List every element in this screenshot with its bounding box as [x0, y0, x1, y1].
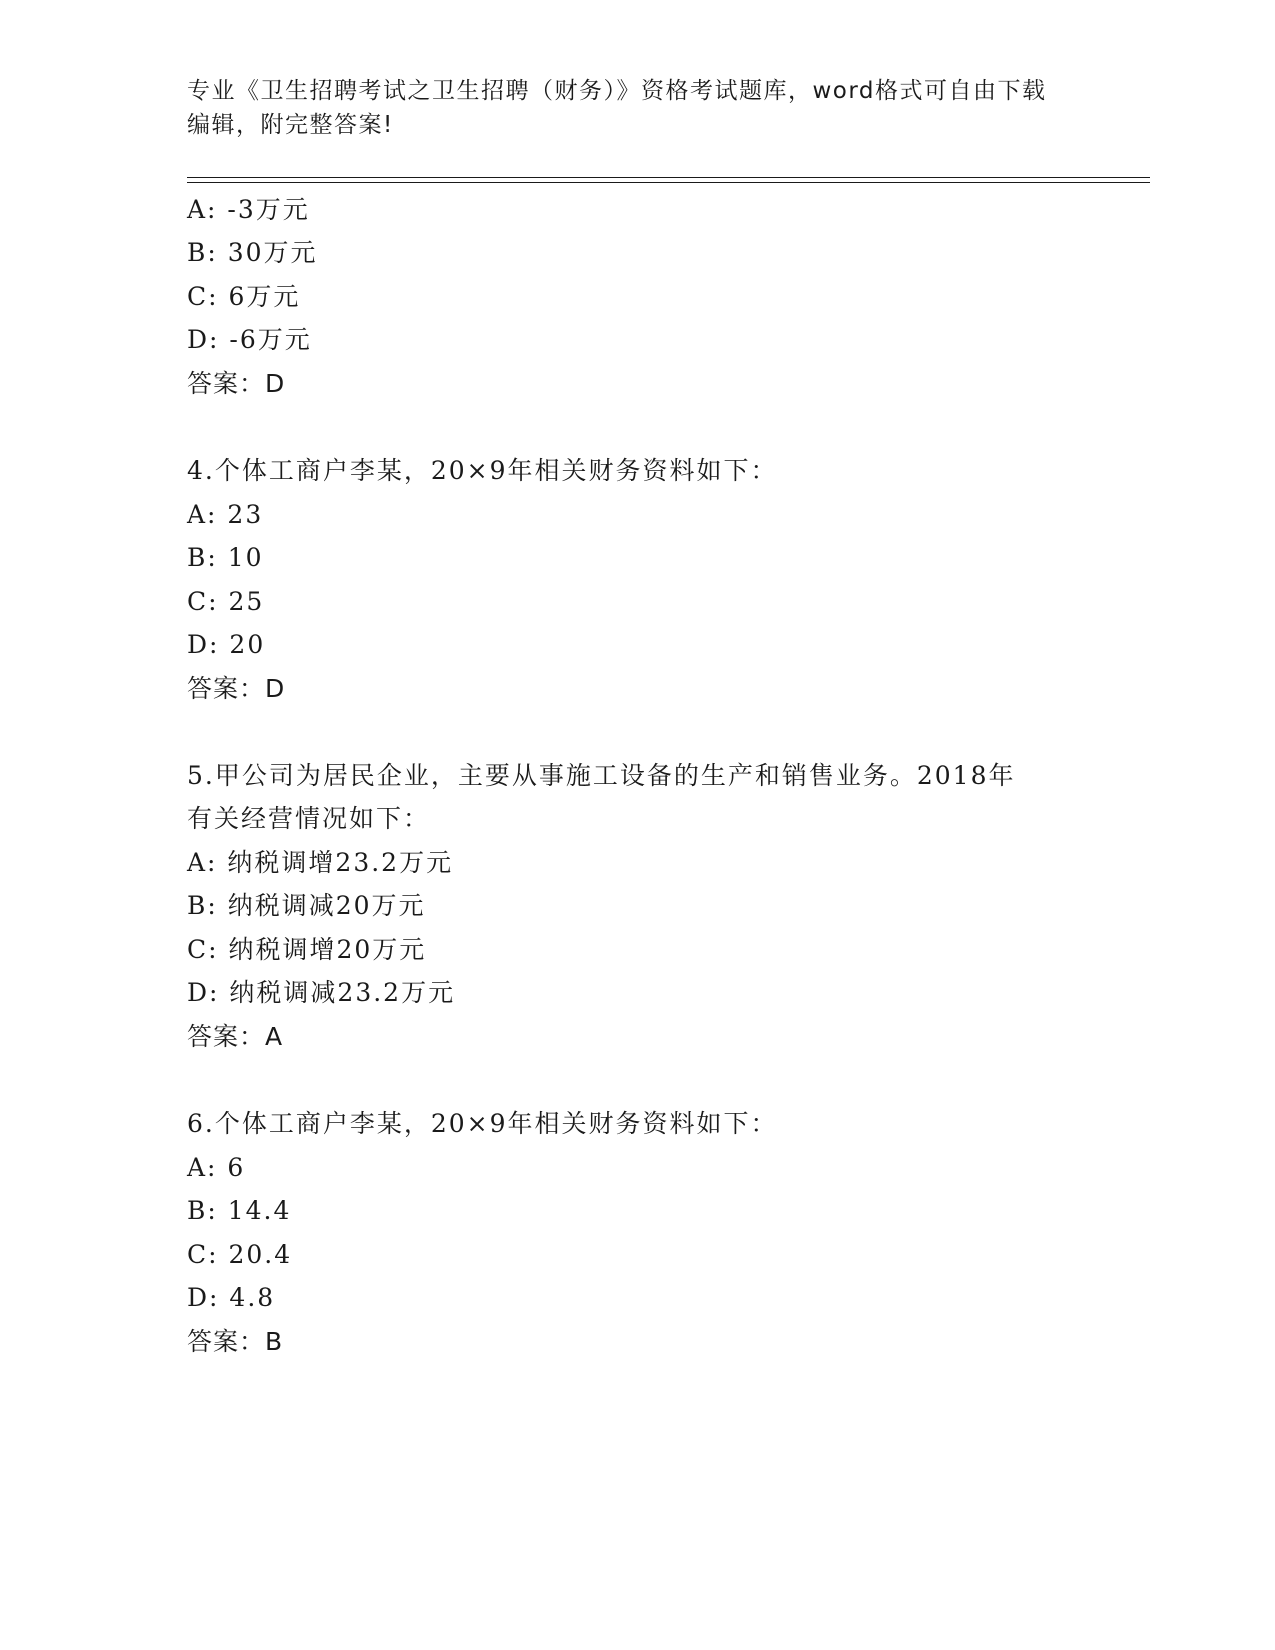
answer-line: 答案：D: [187, 369, 286, 398]
option-a: A: 纳税调增23.2万元: [187, 848, 454, 877]
header-line-1: 专业《卫生招聘考试之卫生招聘（财务）》资格考试题库，word格式可自由下载: [187, 78, 1047, 104]
option-d: D: 4.8: [187, 1283, 276, 1312]
option-d: D: 纳税调减23.2万元: [187, 978, 456, 1007]
option-c: C: 20.4: [187, 1240, 293, 1269]
header-line-2: 编辑，附完整答案!: [187, 112, 394, 138]
option-a: A: -3万元: [187, 195, 310, 224]
option-c: C: 纳税调增20万元: [187, 935, 427, 964]
option-b: B: 10: [187, 543, 264, 572]
answer-line: 答案：A: [187, 1022, 284, 1051]
question-text-line-2: 有关经营情况如下：: [187, 804, 431, 833]
option-b: B: 30万元: [187, 238, 318, 267]
question-text-line-1: 5.甲公司为居民企业，主要从事施工设备的生产和销售业务。2018年: [187, 761, 1016, 790]
option-a: A: 23: [187, 500, 264, 529]
option-d: D: -6万元: [187, 325, 312, 354]
answer-line: 答案：B: [187, 1327, 284, 1356]
document-header: [187, 74, 1087, 142]
question-text: 6.个体工商户李某，20×9年相关财务资料如下：: [187, 1109, 778, 1138]
option-b: B: 14.4: [187, 1196, 292, 1225]
answer-line: 答案：D: [187, 674, 286, 703]
header-divider-bottom: [187, 182, 1150, 183]
option-c: C: 25: [187, 587, 265, 616]
option-d: D: 20: [187, 630, 266, 659]
option-b: B: 纳税调减20万元: [187, 891, 426, 920]
option-c: C: 6万元: [187, 282, 301, 311]
question-text: 4.个体工商户李某，20×9年相关财务资料如下：: [187, 456, 778, 485]
option-a: A: 6: [187, 1153, 246, 1182]
header-divider-top: [187, 177, 1150, 178]
